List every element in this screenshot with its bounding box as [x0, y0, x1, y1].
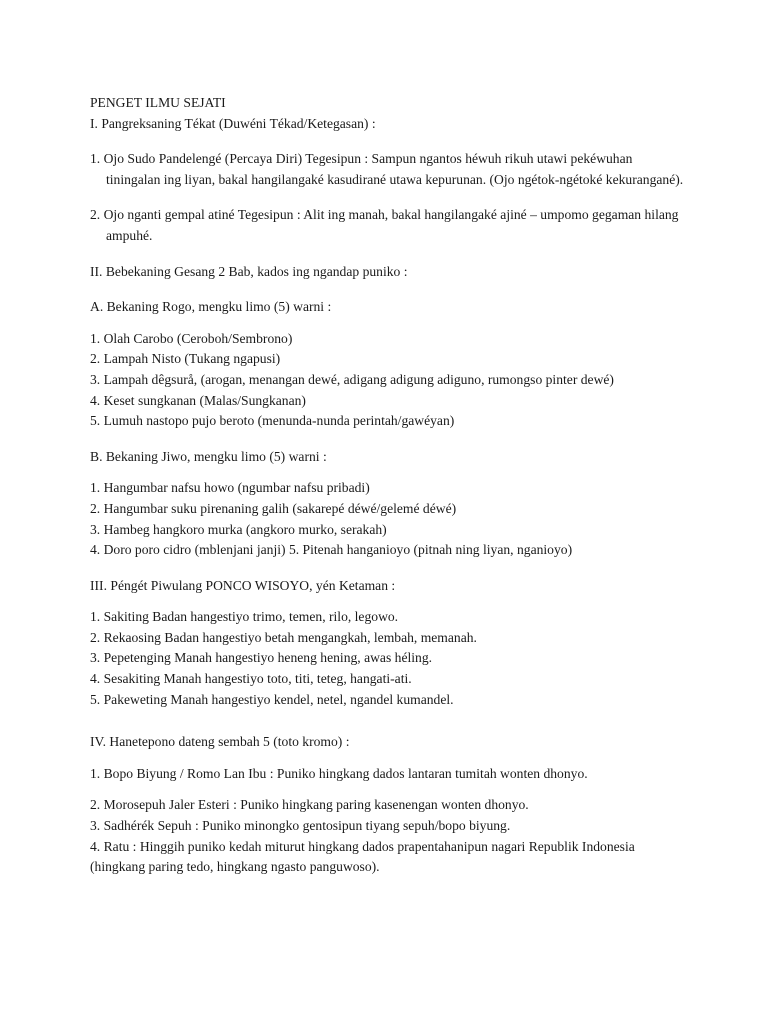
- list-item: 5. Lumuh nastopo pujo beroto (menunda-nunda perintah/gawéyan): [90, 413, 455, 429]
- section-3-heading: III. Péngét Piwulang PONCO WISOYO, yén Ketaman :: [90, 577, 396, 593]
- list-item: 5. Pakeweting Manah hangestiyo kendel, netel, ngandel kumandel.: [90, 691, 454, 707]
- list-item: 1. Sakiting Badan hangestiyo trimo, temen, rilo, legowo.: [90, 609, 399, 625]
- document-page: [90, 93, 690, 878]
- list-item: 4. Doro poro cidro (mblenjani janji) 5. Pitenah hanganioyo (pitnah ning liyan, nganioyo): [90, 542, 573, 558]
- section-2-heading: II. Bebekaning Gesang 2 Bab, kados ing ngandap puniko :: [90, 263, 408, 279]
- section-1-item-1: 1. Ojo Sudo Pandelengé (Percaya Diri) Tegesipun : Sampun ngantos héwuh rikuh utawi pekéwuhan tiningalan ing liyan, bakal hangilangaké kasudirané utawa kepurunan. (Ojo ngétok-ngétoké kekurangané).: [90, 151, 684, 187]
- list-item: 2. Hangumbar suku pirenaning galih (sakarepé déwé/gelemé déwé): [90, 500, 457, 516]
- section-1-item-2: 2. Ojo nganti gempal atiné Tegesipun : Alit ing manah, bakal hangilangaké ajiné – umpomo gegaman hilang ampuhé.: [90, 207, 679, 243]
- section-4-item-1: 1. Bopo Biyung / Romo Lan Ibu : Puniko hingkang dados lantaran tumitah wonten dhonyo.: [90, 765, 588, 781]
- section-4-item-4: 4. Ratu : Hinggih puniko kedah miturut hingkang dados prapentahanipun nagari Republik Indonesia (hingkang paring tedo, hingkang ngasto panguwoso).: [90, 838, 635, 875]
- list-item: 1. Hangumbar nafsu howo (ngumbar nafsu pribadi): [90, 480, 370, 496]
- document-title: PENGET ILMU SEJATI: [90, 95, 226, 110]
- section-2a-heading: A. Bekaning Rogo, mengku limo (5) warni :: [90, 299, 332, 315]
- list-item: 4. Sesakiting Manah hangestiyo toto, titi, teteg, hangati-ati.: [90, 671, 412, 687]
- list-item: 3. Sadhérék Sepuh : Puniko minongko gentosipun tiyang sepuh/bopo biyung.: [90, 818, 511, 834]
- section-4-list: [90, 795, 690, 836]
- section-4-heading: IV. Hanetepono dateng sembah 5 (toto kromo) :: [90, 734, 350, 750]
- list-item: 4. Keset sungkanan (Malas/Sungkanan): [90, 392, 306, 408]
- list-item: 3. Pepetenging Manah hangestiyo heneng hening, awas héling.: [90, 650, 433, 666]
- list-item: 3. Lampah dêgsurå, (arogan, menangan dewé, adigang adigung adiguno, rumongso pinter dewé): [90, 371, 614, 387]
- list-item: 2. Lampah Nisto (Tukang ngapusi): [90, 351, 281, 367]
- section-2b-heading: B. Bekaning Jiwo, mengku limo (5) warni :: [90, 448, 327, 464]
- section-2a-list: [90, 329, 690, 432]
- section-1-heading: I. Pangreksaning Tékat (Duwéni Tékad/Ketegasan) :: [90, 115, 376, 131]
- list-item: 1. Olah Carobo (Ceroboh/Sembrono): [90, 330, 293, 346]
- section-3-list: [90, 607, 690, 710]
- list-item: 2. Rekaosing Badan hangestiyo betah mengangkah, lembah, memanah.: [90, 629, 477, 645]
- list-item: 3. Hambeg hangkoro murka (angkoro murko, serakah): [90, 521, 387, 537]
- section-2b-list: [90, 478, 690, 560]
- list-item: 2. Morosepuh Jaler Esteri : Puniko hingkang paring kasenengan wonten dhonyo.: [90, 797, 529, 813]
